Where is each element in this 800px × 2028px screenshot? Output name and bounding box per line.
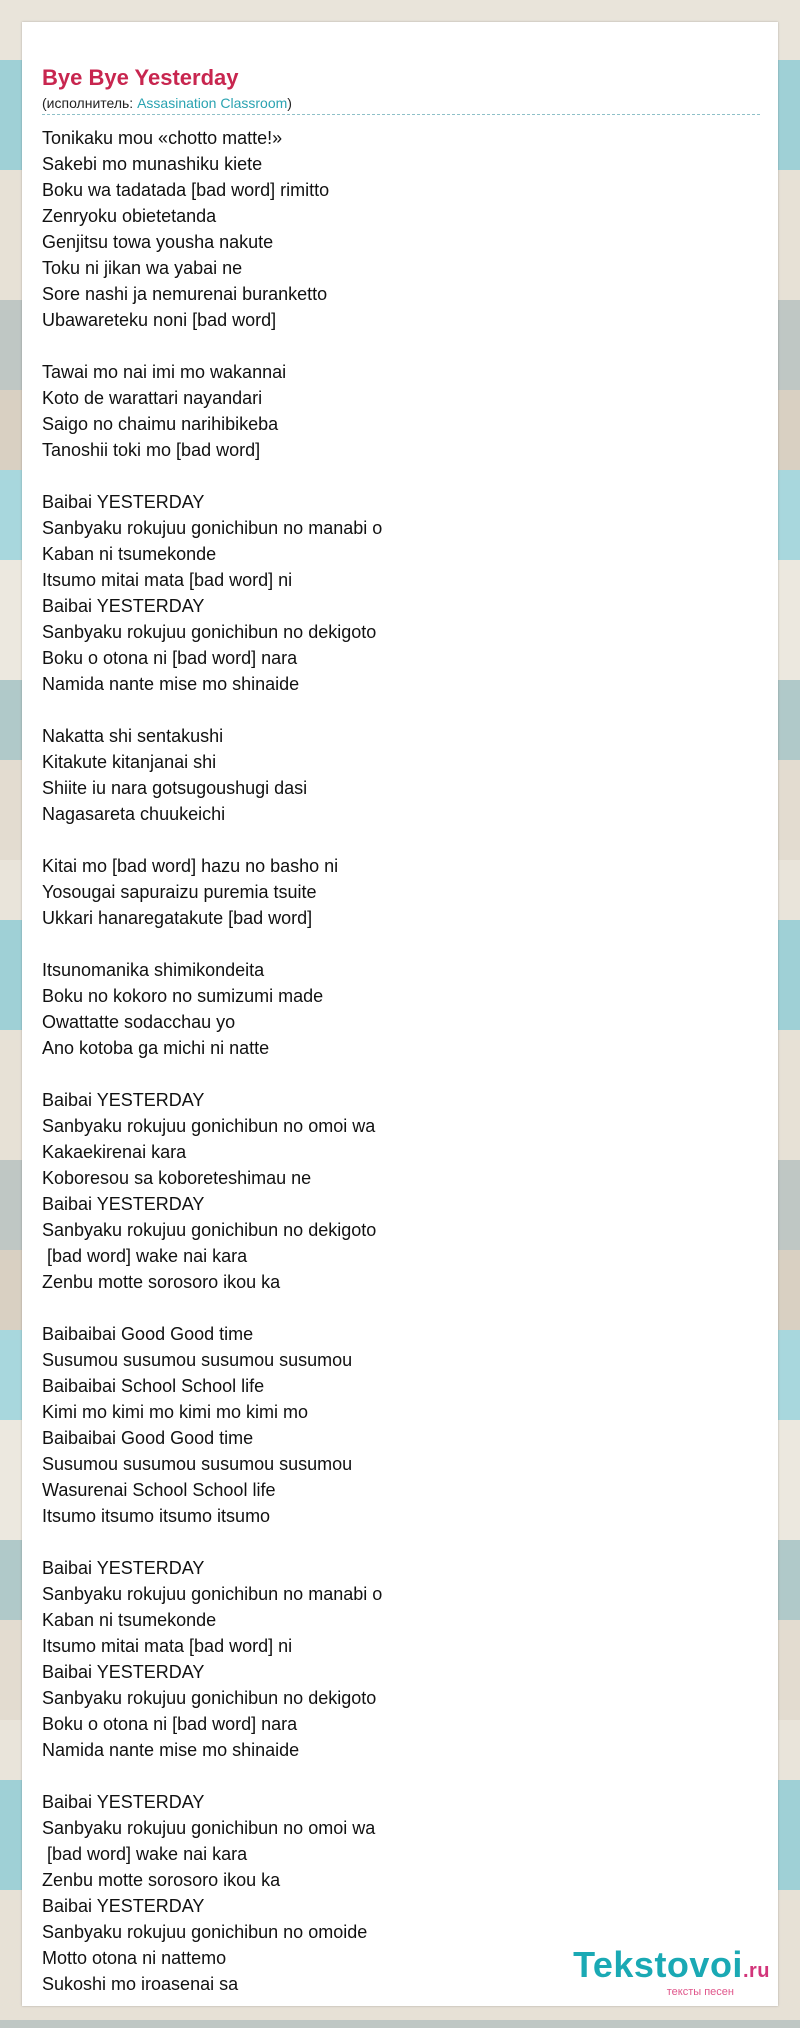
lyric-line: Baibai YESTERDAY — [42, 1558, 205, 1578]
lyrics-stanza — [42, 723, 760, 827]
lyrics-stanza — [42, 1087, 760, 1295]
performer-line — [42, 94, 760, 115]
lyric-line: Sanbyaku rokujuu gonichibun no manabi o — [42, 1584, 383, 1604]
lyric-line: Itsumo mitai mata [bad word] ni — [42, 1636, 293, 1656]
lyric-line: Motto otona ni nattemo — [42, 1948, 227, 1968]
lyric-line: Nagasareta chuukeichi — [42, 804, 226, 824]
lyric-line: Zenbu motte sorosoro ikou ka — [42, 1870, 281, 1890]
lyric-line: Baibai YESTERDAY — [42, 1194, 205, 1214]
performer-prefix: (исполнитель: — [42, 95, 138, 111]
lyric-line: Baibaibai School School life — [42, 1376, 265, 1396]
lyric-line: Sanbyaku rokujuu gonichibun no omoi wa — [42, 1818, 376, 1838]
lyric-line: Wasurenai School School life — [42, 1480, 276, 1500]
lyrics-card — [22, 22, 778, 2006]
lyric-line: Kaban ni tsumekonde — [42, 544, 217, 564]
logo-tld: .ru — [742, 1960, 770, 1982]
lyric-line: Ukkari hanaregatakute [bad word] — [42, 908, 313, 928]
lyric-line: Owattatte sodacchau yo — [42, 1012, 236, 1032]
lyric-line: Baibai YESTERDAY — [42, 1090, 205, 1110]
lyric-line: Zenryoku obietetanda — [42, 206, 217, 226]
lyric-line: Namida nante mise mo shinaide — [42, 674, 300, 694]
lyric-line: Itsunomanika shimikondeita — [42, 960, 265, 980]
lyric-line: Kaban ni tsumekonde — [42, 1610, 217, 1630]
lyrics-stanza — [42, 1321, 760, 1529]
lyric-line: Baibai YESTERDAY — [42, 492, 205, 512]
lyric-line: Sakebi mo munashiku kiete — [42, 154, 263, 174]
lyric-line: Genjitsu towa yousha nakute — [42, 232, 274, 252]
lyric-line: Sanbyaku rokujuu gonichibun no dekigoto — [42, 622, 377, 642]
lyrics-stanza — [42, 125, 760, 333]
lyric-line: [bad word] wake nai kara — [42, 1844, 248, 1864]
lyrics-stanza — [42, 957, 760, 1061]
lyric-line: Namida nante mise mo shinaide — [42, 1740, 300, 1760]
lyric-line: Baibai YESTERDAY — [42, 1792, 205, 1812]
lyric-line: Tanoshii toki mo [bad word] — [42, 440, 261, 460]
lyrics-stanza — [42, 359, 760, 463]
lyric-line: Yosougai sapuraizu puremia tsuite — [42, 882, 317, 902]
lyric-line: Susumou susumou susumou susumou — [42, 1454, 353, 1474]
lyric-line: Baibai YESTERDAY — [42, 1896, 205, 1916]
song-title: Bye Bye Yesterday — [42, 65, 239, 90]
logo-tagline: тексты песен — [666, 1986, 734, 1998]
lyric-line: Ubawareteku noni [bad word] — [42, 310, 277, 330]
lyrics-stanza — [42, 853, 760, 931]
lyric-line: Sanbyaku rokujuu gonichibun no omoi wa — [42, 1116, 376, 1136]
lyric-line: Toku ni jikan wa yabai ne — [42, 258, 243, 278]
lyric-line: Sanbyaku rokujuu gonichibun no dekigoto — [42, 1688, 377, 1708]
lyrics-body — [42, 125, 760, 1997]
lyric-line: Koboresou sa koboreteshimau ne — [42, 1168, 312, 1188]
lyric-line: Ano kotoba ga michi ni natte — [42, 1038, 270, 1058]
lyric-line: Susumou susumou susumou susumou — [42, 1350, 353, 1370]
lyric-line: Boku no kokoro no sumizumi made — [42, 986, 324, 1006]
lyric-line: Boku o otona ni [bad word] nara — [42, 1714, 298, 1734]
lyric-line: Boku o otona ni [bad word] nara — [42, 648, 298, 668]
lyric-line: Tawai mo nai imi mo wakannai — [42, 362, 287, 382]
lyric-line: Kakaekirenai kara — [42, 1142, 187, 1162]
lyric-line: Sanbyaku rokujuu gonichibun no dekigoto — [42, 1220, 377, 1240]
lyric-line: Sukoshi mo iroasenai sa — [42, 1974, 239, 1994]
lyric-line: Baibai YESTERDAY — [42, 596, 205, 616]
lyric-line: Shiite iu nara gotsugoushugi dasi — [42, 778, 308, 798]
lyric-line: Nakatta shi sentakushi — [42, 726, 224, 746]
lyric-line: Sanbyaku rokujuu gonichibun no omoide — [42, 1922, 368, 1942]
lyrics-stanza — [42, 1555, 760, 1763]
lyric-line: [bad word] wake nai kara — [42, 1246, 248, 1266]
lyric-line: Baibaibai Good Good time — [42, 1324, 254, 1344]
site-logo[interactable] — [573, 1946, 770, 1998]
lyric-line: Boku wa tadatada [bad word] rimitto — [42, 180, 330, 200]
lyric-line: Koto de warattari nayandari — [42, 388, 263, 408]
lyric-line: Sanbyaku rokujuu gonichibun no manabi o — [42, 518, 383, 538]
lyric-line: Itsumo itsumo itsumo itsumo — [42, 1506, 271, 1526]
lyric-line: Tonikaku mou «chotto matte!» — [42, 128, 283, 148]
performer-suffix: ) — [287, 95, 292, 111]
artist-link[interactable]: Assasination Classroom — [137, 95, 288, 111]
lyric-line: Baibai YESTERDAY — [42, 1662, 205, 1682]
lyric-line: Saigo no chaimu narihibikeba — [42, 414, 279, 434]
lyric-line: Kimi mo kimi mo kimi mo kimi mo — [42, 1402, 309, 1422]
lyric-line: Itsumo mitai mata [bad word] ni — [42, 570, 293, 590]
lyric-line: Kitakute kitanjanai shi — [42, 752, 217, 772]
lyric-line: Sore nashi ja nemurenai buranketto — [42, 284, 328, 304]
lyric-line: Baibaibai Good Good time — [42, 1428, 254, 1448]
lyric-line: Zenbu motte sorosoro ikou ka — [42, 1272, 281, 1292]
logo-name: Tekstovoi — [573, 1944, 743, 1985]
lyric-line: Kitai mo [bad word] hazu no basho ni — [42, 856, 339, 876]
lyrics-stanza — [42, 489, 760, 697]
